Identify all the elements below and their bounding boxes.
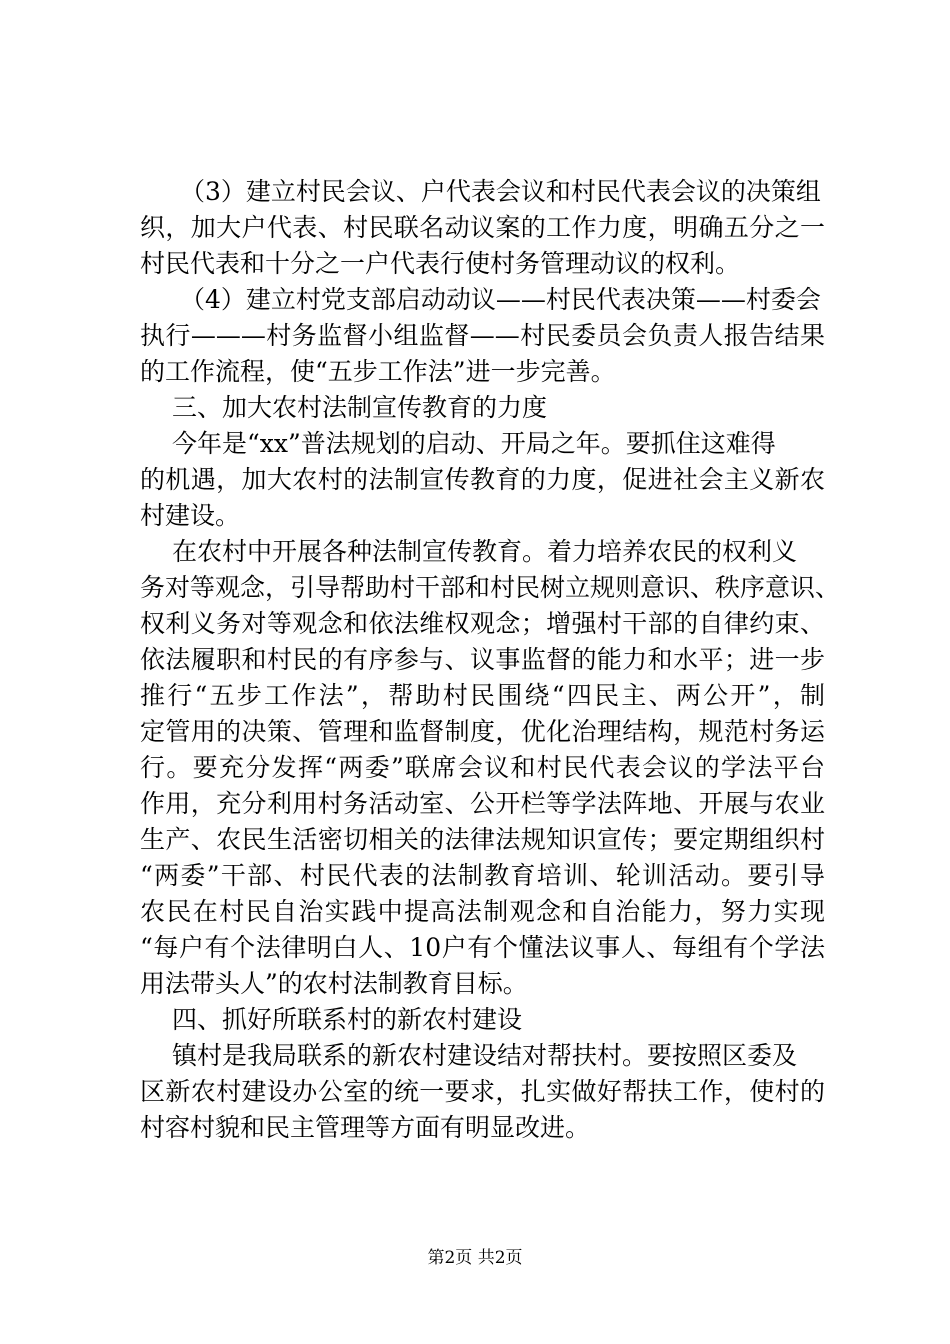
paragraph-line: 推行“五步工作法”，帮助村民围绕“四民主、两公开”，制 [140, 681, 825, 710]
paragraph-line: 生产、农民生活密切相关的法律法规知识宣传；要定期组织村 [140, 825, 825, 854]
paragraph-line: 的工作流程，使“五步工作法”进一步完善。 [140, 357, 616, 386]
paragraph-line: “两委”干部、村民代表的法制教育培训、轮训活动。要引导 [140, 861, 825, 890]
paragraph-line: 务对等观念，引导帮助村干部和村民树立规则意识、秩序意识、 [140, 573, 841, 602]
paragraph-line: 今年是“xx”普法规划的启动、开局之年。要抓住这难得 [172, 429, 776, 458]
paragraph-line: “每户有个法律明白人、10户有个懂法议事人、每组有个学法 [140, 933, 825, 962]
paragraph-line: 的机遇，加大农村的法制宣传教育的力度，促进社会主义新农 [140, 465, 825, 494]
paragraph-line: 织，加大户代表、村民联名动议案的工作力度，明确五分之一 [140, 213, 825, 242]
paragraph-line: （3）建立村民会议、户代表会议和村民代表会议的决策组 [180, 177, 821, 206]
paragraph-line: 作用，充分利用村务活动室、公开栏等学法阵地、开展与农业 [140, 789, 825, 818]
document-body [140, 174, 841, 1146]
paragraph-line: 村建设。 [140, 501, 241, 530]
paragraph-line: 在农村中开展各种法制宣传教育。着力培养农民的权利义 [172, 537, 798, 566]
paragraph-line: 行。要充分发挥“两委”联席会议和村民代表会议的学法平台 [140, 753, 825, 782]
page-number-label: 第2页 共2页 [427, 1248, 523, 1268]
paragraph-line: 村民代表和十分之一户代表行使村务管理动议的权利。 [140, 249, 741, 278]
paragraph-line: 农民在村民自治实践中提高法制观念和自治能力，努力实现 [140, 897, 825, 926]
paragraph-line: 用法带头人”的农村法制教育目标。 [140, 969, 528, 998]
paragraph-line: （4）建立村党支部启动动议——村民代表决策——村委会 [180, 285, 821, 314]
paragraph-line: 权利义务对等观念和依法维权观念；增强村干部的自律约束、 [140, 609, 825, 638]
paragraph-line: 执行———村务监督小组监督——村民委员会负责人报告结果 [140, 321, 825, 350]
paragraph-line: 区新农村建设办公室的统一要求，扎实做好帮扶工作，使村的 [140, 1077, 825, 1106]
paragraph-line: 定管用的决策、管理和监督制度，优化治理结构，规范村务运 [140, 717, 825, 746]
paragraph-line: 村容村貌和民主管理等方面有明显改进。 [140, 1113, 591, 1142]
paragraph-line: 依法履职和村民的有序参与、议事监督的能力和水平；进一步 [140, 645, 825, 674]
paragraph-line: 镇村是我局联系的新农村建设结对帮扶村。要按照区委及 [172, 1041, 798, 1070]
page-footer [0, 1246, 950, 1270]
section-heading: 四、抓好所联系村的新农村建设 [172, 1005, 523, 1034]
section-heading: 三、加大农村法制宣传教育的力度 [172, 393, 548, 422]
